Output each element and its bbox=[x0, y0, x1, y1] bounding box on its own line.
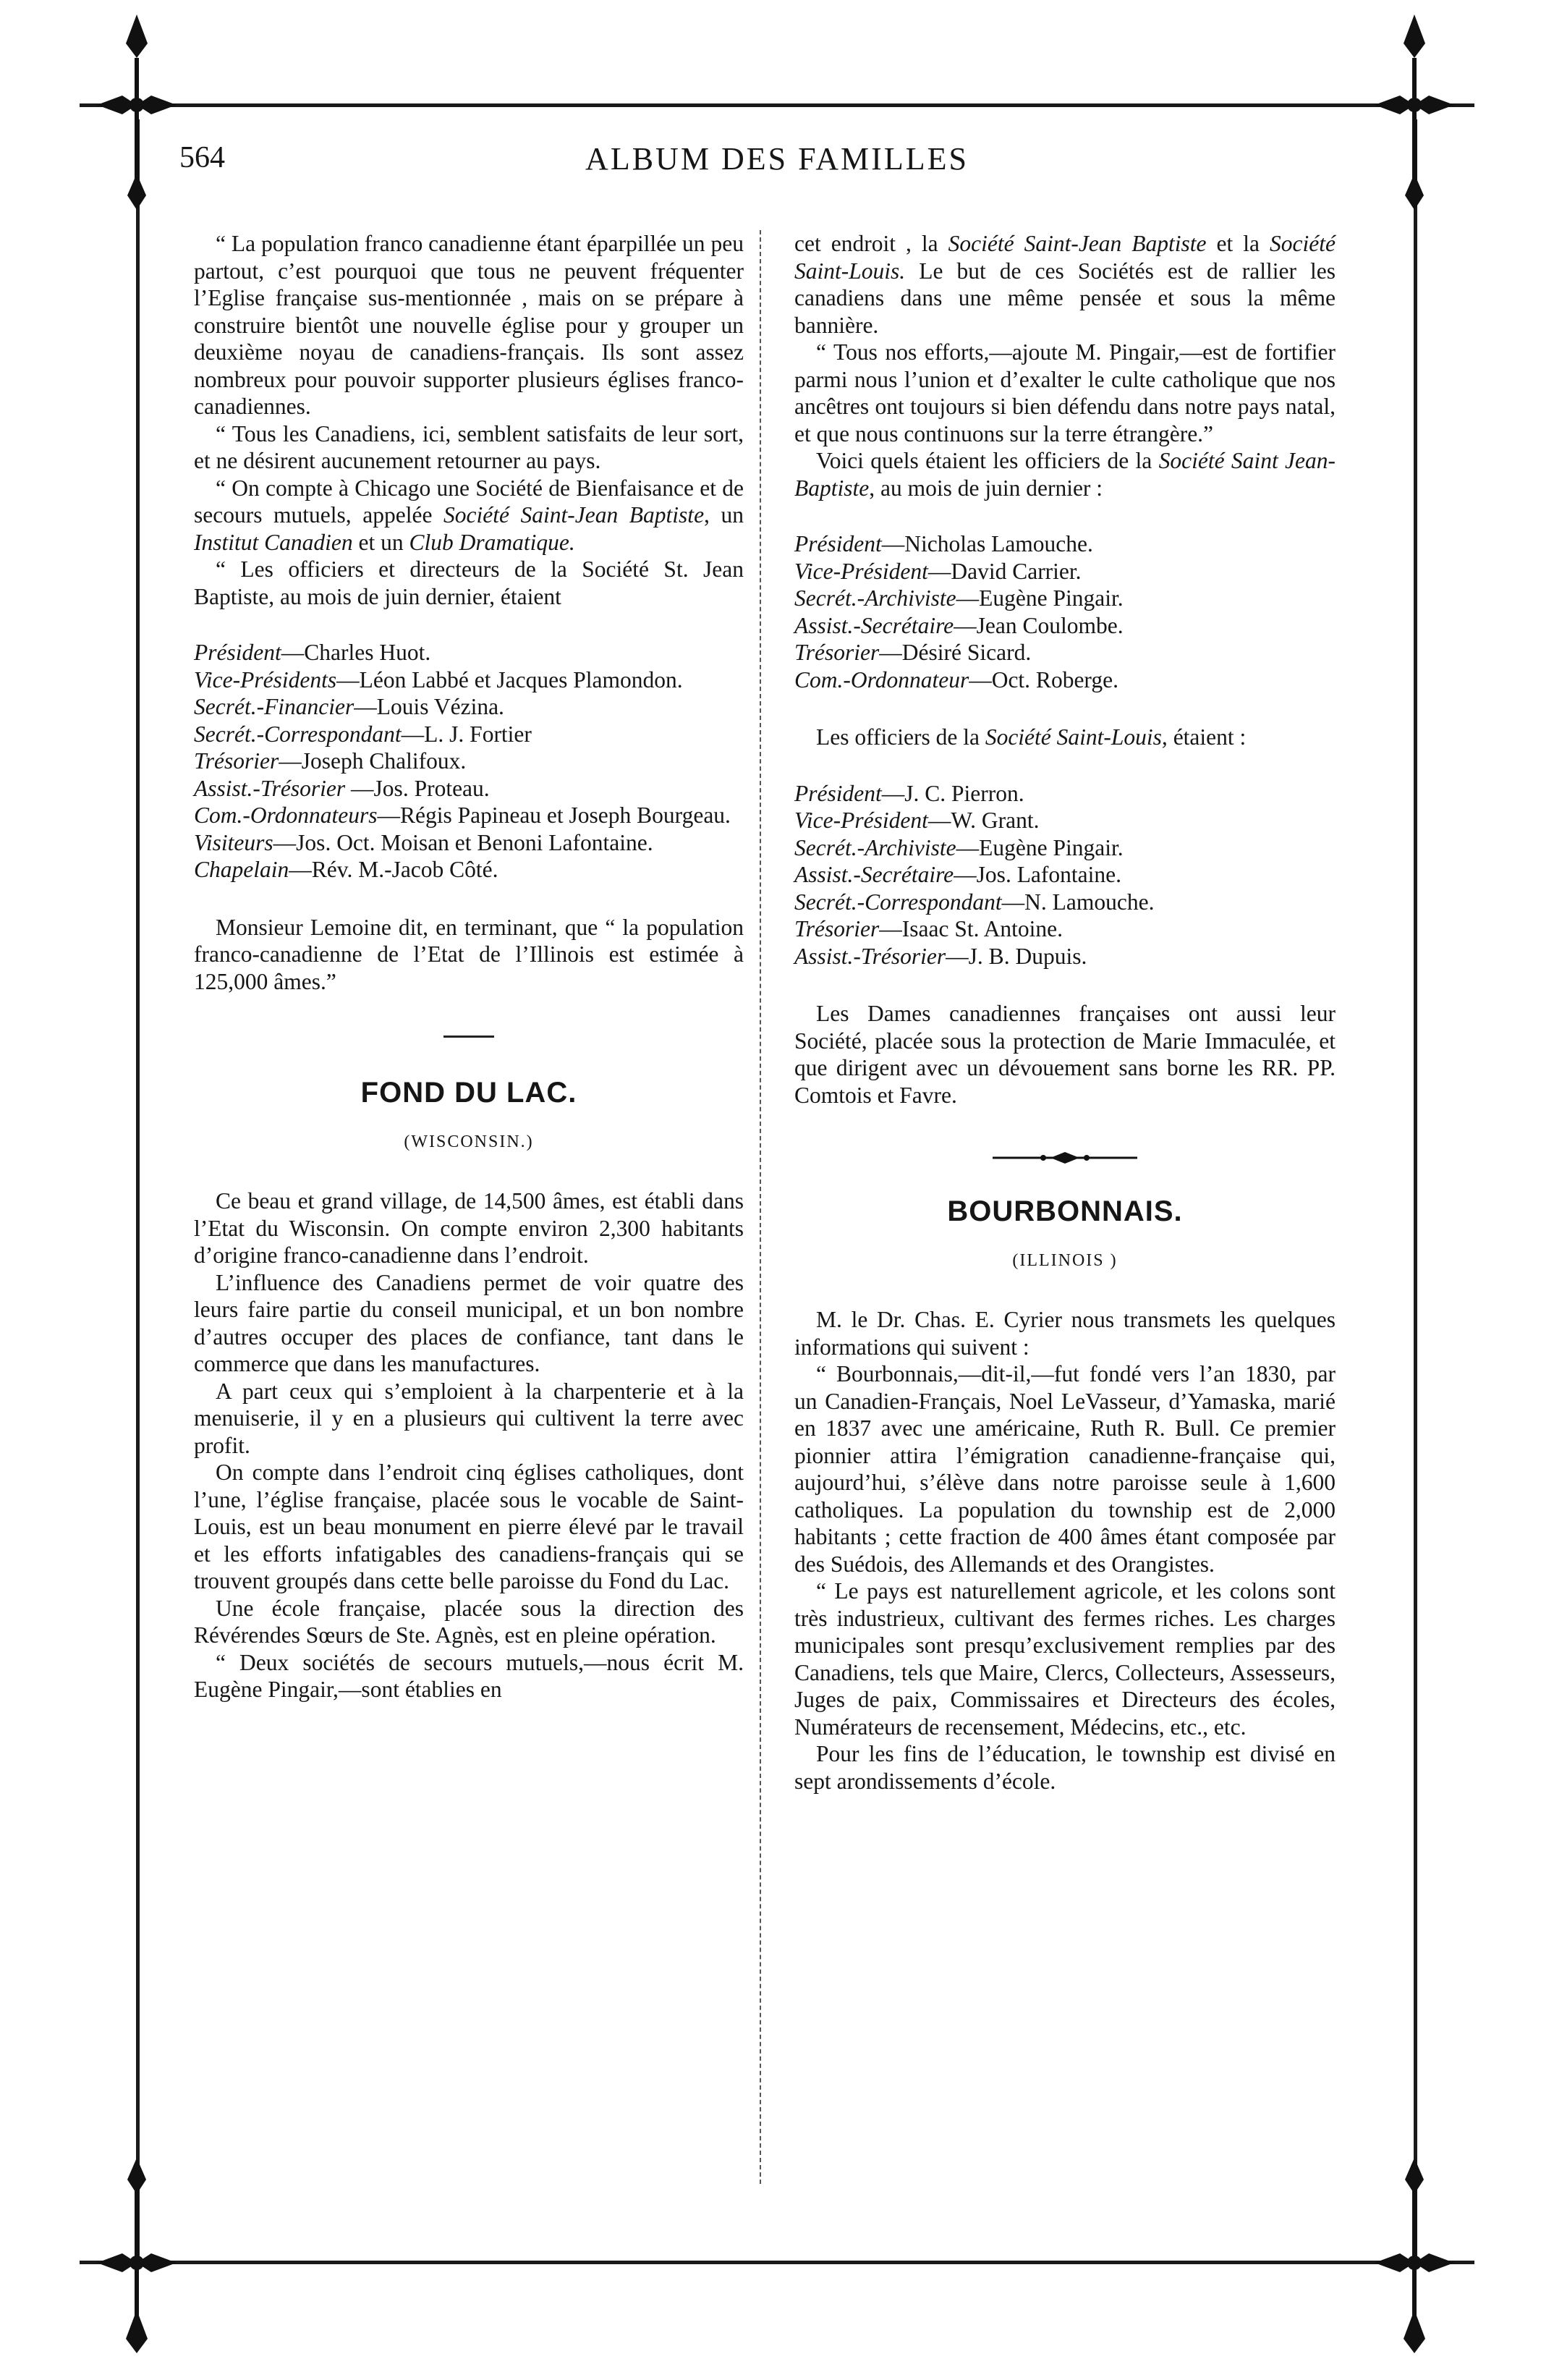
corner-ornament-icon bbox=[1360, 0, 1469, 210]
officer-list bbox=[794, 780, 1336, 970]
list-item: Chapelain—Rév. M.-Jacob Côté. bbox=[194, 857, 498, 882]
officer-list bbox=[194, 639, 744, 884]
list-item: Secrét.-Archiviste—Eugène Pingair. bbox=[794, 834, 1124, 860]
section-title: BOURBONNAIS. bbox=[947, 1195, 1183, 1227]
right-border-rule bbox=[1414, 119, 1417, 2261]
list-item: Assist.-Secrétaire—Jean Coulombe. bbox=[794, 612, 1124, 638]
ornamental-divider-icon bbox=[993, 1152, 1137, 1164]
list-item: Trésorier—Isaac St. Antoine. bbox=[794, 916, 1063, 941]
list-item: Secrét.-Correspondant—N. Lamouche. bbox=[794, 889, 1155, 915]
paragraph: Voici quels étaient les officiers de la Société Saint Jean-Baptiste, au mois de juin dernier : bbox=[794, 448, 1336, 501]
paragraph: “ Deux sociétés de secours mutuels,—nous écrit M. Eugène Pingair,—sont établies en bbox=[194, 1649, 744, 1702]
left-border-rule bbox=[136, 119, 140, 2261]
running-header: ALBUM DES FAMILLES bbox=[585, 141, 969, 177]
section-subtitle: (ILLINOIS ) bbox=[1012, 1250, 1118, 1270]
paragraph: M. le Dr. Chas. E. Cyrier nous transmets les quelques informations qui suivent : bbox=[794, 1307, 1336, 1360]
bottom-border-rule bbox=[80, 2261, 1474, 2264]
paragraph: Les Dames canadiennes françaises ont aussi leur Société, placée sous la protection de Marie Immaculée, et que dirigent avec un dévouement sans borne les RR. PP. Comtois et Favre. bbox=[794, 1001, 1336, 1108]
paragraph: Monsieur Lemoine dit, en terminant, que “ la population franco-canadienne de l’Etat de l’Illinois est estimée à 125,000 âmes.” bbox=[194, 914, 744, 994]
paragraph: On compte dans l’endroit cinq églises catholiques, dont l’une, l’église française, placée sous le vocable de Saint-Louis, est un beau monument en pierre élevé par le travail et les efforts infatigables des canadiens-français qui se trouvent groupés dans cette belle paroisse du Fond du Lac. bbox=[194, 1460, 744, 1593]
paragraph: L’influence des Canadiens permet de voir quatre des leurs faire partie du conseil municipal, et un bon nombre d’autres occuper des places de confiance, tant dans le commerce que dans les manufactures. bbox=[194, 1269, 744, 1376]
list-item: Com.-Ordonnateur—Oct. Roberge. bbox=[794, 666, 1118, 693]
corner-ornament-icon bbox=[82, 0, 191, 210]
paragraph: “ La population franco canadienne étant éparpillée un peu partout, c’est pourquoi que tous ne peuvent fréquenter l’Eglise française sus-mentionnée , mais on se prépare à construire bientôt une nouvelle église pour y grouper un deuxième noyau de canadiens-français. Ils sont assez nombreux pour pouvoir supporter plusieurs églises franco-canadiennes. bbox=[194, 231, 744, 419]
corner-ornament-icon bbox=[82, 2158, 191, 2368]
paragraph: Pour les fins de l’éducation, le township est divisé en sept arondissements d’école. bbox=[794, 1741, 1336, 1794]
paragraph: “ Le pays est naturellement agricole, et les colons sont très industrieux, cultivant des fermes riches. Les charges municipales sont presqu’exclusivement remplies par des Canadiens, tels que Maire, Clercs, Collecteurs, Assesseurs, Juges de paix, Commissaires et Directeurs des écoles, Numérateurs de recensement, Médecins, etc., etc. bbox=[794, 1578, 1336, 1740]
list-item: Trésorier—Joseph Chalifoux. bbox=[194, 748, 467, 774]
left-column bbox=[194, 230, 744, 1703]
list-item: Assist.-Trésorier —Jos. Proteau. bbox=[194, 775, 490, 801]
column-divider bbox=[760, 230, 761, 2184]
section-title: FOND DU LAC. bbox=[360, 1077, 577, 1109]
right-column bbox=[794, 230, 1336, 1795]
paragraph: cet endroit , la Société Saint-Jean Baptiste et la Société Saint-Louis. Le but de ces Sociétés est de rallier les canadiens dans une même pensée et sous la même bannière. bbox=[794, 231, 1336, 338]
paragraph: Les officiers de la Société Saint-Louis, étaient : bbox=[816, 724, 1247, 750]
list-item: Assist.-Trésorier—J. B. Dupuis. bbox=[794, 943, 1087, 969]
paragraph: “ Bourbonnais,—dit-il,—fut fondé vers l’an 1830, par un Canadien-Français, Noel LeVasseur, d’Yamaska, marié en 1837 avec une américaine, Ruth R. Bull. Ce premier pionnier attira l’émigration canadienne-française qui, aujourd’hui, s’élève dans notre paroisse seule à 1,600 catholiques. La population du township est de 2,000 habitants ; cette fraction de 400 âmes étant composée par des Suédois, des Allemands et des Orangistes. bbox=[794, 1361, 1336, 1577]
paragraph: Ce beau et grand village, de 14,500 âmes, est établi dans l’Etat du Wisconsin. On compte environ 2,300 habitants d’origine franco-canadienne dans l’endroit. bbox=[194, 1188, 744, 1268]
paragraph: “ Les officiers et directeurs de la Société St. Jean Baptiste, au mois de juin dernier, étaient bbox=[194, 556, 744, 609]
paragraph: “ On compte à Chicago une Société de Bienfaisance et de secours mutuels, appelée Société Saint-Jean Baptiste, un Institut Canadien et un Club Dramatique. bbox=[194, 475, 744, 555]
list-item: Président—J. C. Pierron. bbox=[794, 780, 1024, 806]
paragraph: “ Tous nos efforts,—ajoute M. Pingair,—est de fortifier parmi nous l’union et d’exalter le culte catholique que nos ancêtres ont toujours si bien défendu dans notre pays natal, et que nous continuons sur la terre étrangère.” bbox=[794, 339, 1336, 446]
list-item: Président—Charles Huot. bbox=[194, 640, 431, 665]
list-item: Vice-Président—W. Grant. bbox=[794, 808, 1040, 833]
page-number: 564 bbox=[179, 141, 225, 174]
list-item: Com.-Ordonnateurs—Régis Papineau et Joseph Bourgeau. bbox=[194, 802, 731, 828]
paragraph: “ Tous les Canadiens, ici, semblent satisfaits de leur sort, et ne désirent aucunement retourner au pays. bbox=[194, 420, 744, 473]
officer-list bbox=[794, 530, 1336, 693]
list-item: Président—Nicholas Lamouche. bbox=[794, 531, 1093, 556]
section-divider bbox=[443, 1036, 494, 1038]
top-border-rule bbox=[80, 103, 1474, 107]
section-subtitle: (WISCONSIN.) bbox=[404, 1132, 534, 1151]
list-item: Secrét.-Correspondant—L. J. Fortier bbox=[194, 721, 532, 747]
corner-ornament-icon bbox=[1360, 2158, 1469, 2368]
list-item: Vice-Président—David Carrier. bbox=[794, 558, 1082, 584]
list-item: Trésorier—Désiré Sicard. bbox=[794, 640, 1032, 665]
list-item: Secrét.-Financier—Louis Vézina. bbox=[194, 694, 504, 719]
paragraph: A part ceux qui s’emploient à la charpenterie et à la menuiserie, il y en a plusieurs qui cultivent la terre avec profit. bbox=[194, 1378, 744, 1458]
paragraph: Une école française, placée sous la direction des Révérendes Sœurs de Ste. Agnès, est en pleine opération. bbox=[194, 1595, 744, 1648]
list-item: Assist.-Secrétaire—Jos. Lafontaine. bbox=[794, 862, 1121, 887]
list-item: Secrét.-Archiviste—Eugène Pingair. bbox=[794, 585, 1124, 611]
list-item: Visiteurs—Jos. Oct. Moisan et Benoni Lafontaine. bbox=[194, 829, 653, 855]
list-item: Vice-Présidents—Léon Labbé et Jacques Plamondon. bbox=[194, 666, 683, 693]
